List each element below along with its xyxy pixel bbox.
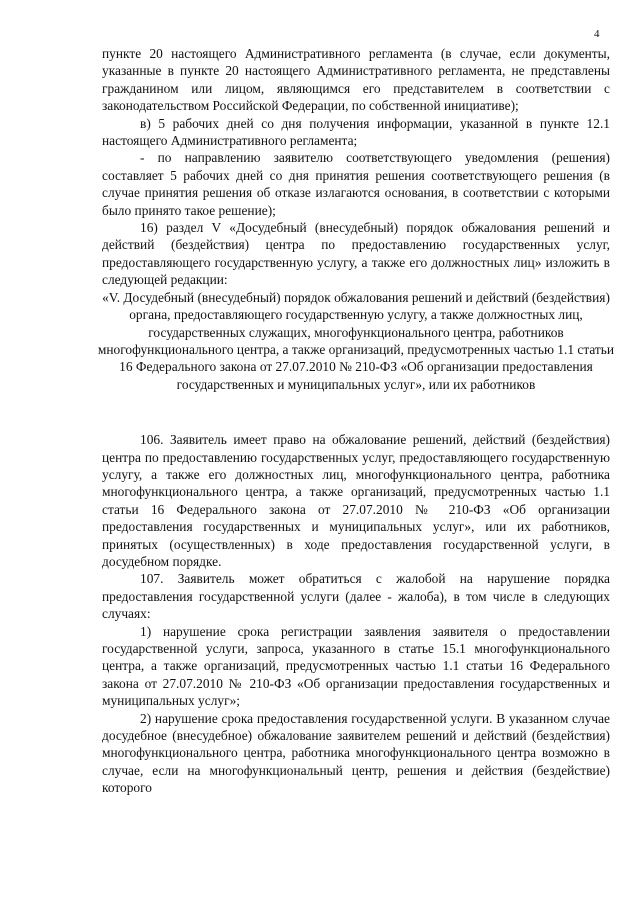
paragraph-16: 16) раздел V «Досудебный (внесудебный) порядок обжалования решений и действий (бездействия) центра по предоставлению государственных услуг, предоставляющего государственную услугу, а также его должностных лиц» изложить в следующей редакции:	[102, 220, 610, 288]
paragraph-continuation: пункте 20 настоящего Административного регламента (в случае, если документы, указанные в пункте 20 настоящего Административного регламента, не представлены гражданином или лицом, являющимся его представителем в соответствии с законодательством Российской Федерации, по собственной инициативе);	[102, 46, 610, 114]
page-number: 4	[594, 28, 600, 40]
section-gap	[102, 393, 610, 431]
paragraph-notification: - по направлению заявителю соответствующего уведомления (решения) составляет 5 рабочих дней со дня принятия решения соответствующего решения (в случае принятия решения об отказе излагаются основания, в соответствии с которыми было принято такое решение);	[102, 150, 610, 218]
paragraph-106: 106. Заявитель имеет право на обжалование решений, действий (бездействия) центра по предоставлению государственных услуг, предоставляющего государственную услугу, а также его должностных лиц, многофункционального центра, работника многофункционального центра, а также организаций, предусмотренных частью 1.1 статьи 16 Федерального закона от 27.07.2010 № 210-ФЗ «Об организации предоставления государственных и муниципальных услуг», или их работников, принятых (осуществленных) в ходе предоставления государственной услуги, в досудебном порядке.	[102, 432, 610, 569]
section-heading: «V. Досудебный (внесудебный) порядок обжалования решений и действий (бездействия) органа, предоставляющего государственную услугу, а также должностных лиц, государственных служащих, многофункционального центра, работников многофункционального центра, а также организаций, предусмотренных частью 1.1 статьи 16 Федерального закона от 27.07.2010 № 210-ФЗ «Об организации предоставления государственных и муниципальных услуг», или их работников	[97, 289, 615, 392]
list-item-2: 2) нарушение срока предоставления государственной услуги. В указанном случае досудебное (внесудебное) обжалование заявителем решений и действий (бездействия) многофункционального центра, работника многофункционального центра возможно в случае, если на многофункциональный центр, решения и действия (бездействие) которого	[102, 710, 610, 796]
paragraph-107: 107. Заявитель может обратиться с жалобой на нарушение порядка предоставления государственной услуги (далее - жалоба), в том числе в следующих случаях:	[102, 571, 610, 622]
paragraph-item-v: в) 5 рабочих дней со дня получения информации, указанной в пункте 12.1 настоящего Административного регламента;	[102, 115, 610, 149]
list-item-1: 1) нарушение срока регистрации заявления заявителя о предоставлении государственной услуги, запроса, указанного в статье 15.1 многофункционального центра, а также организаций, предусмотренных частью 1.1 статьи 16 Федерального закона от 27.07.2010 № 210-ФЗ «Об организации предоставления государственных и муниципальных услуг»;	[102, 623, 610, 709]
document-body	[97, 45, 615, 797]
